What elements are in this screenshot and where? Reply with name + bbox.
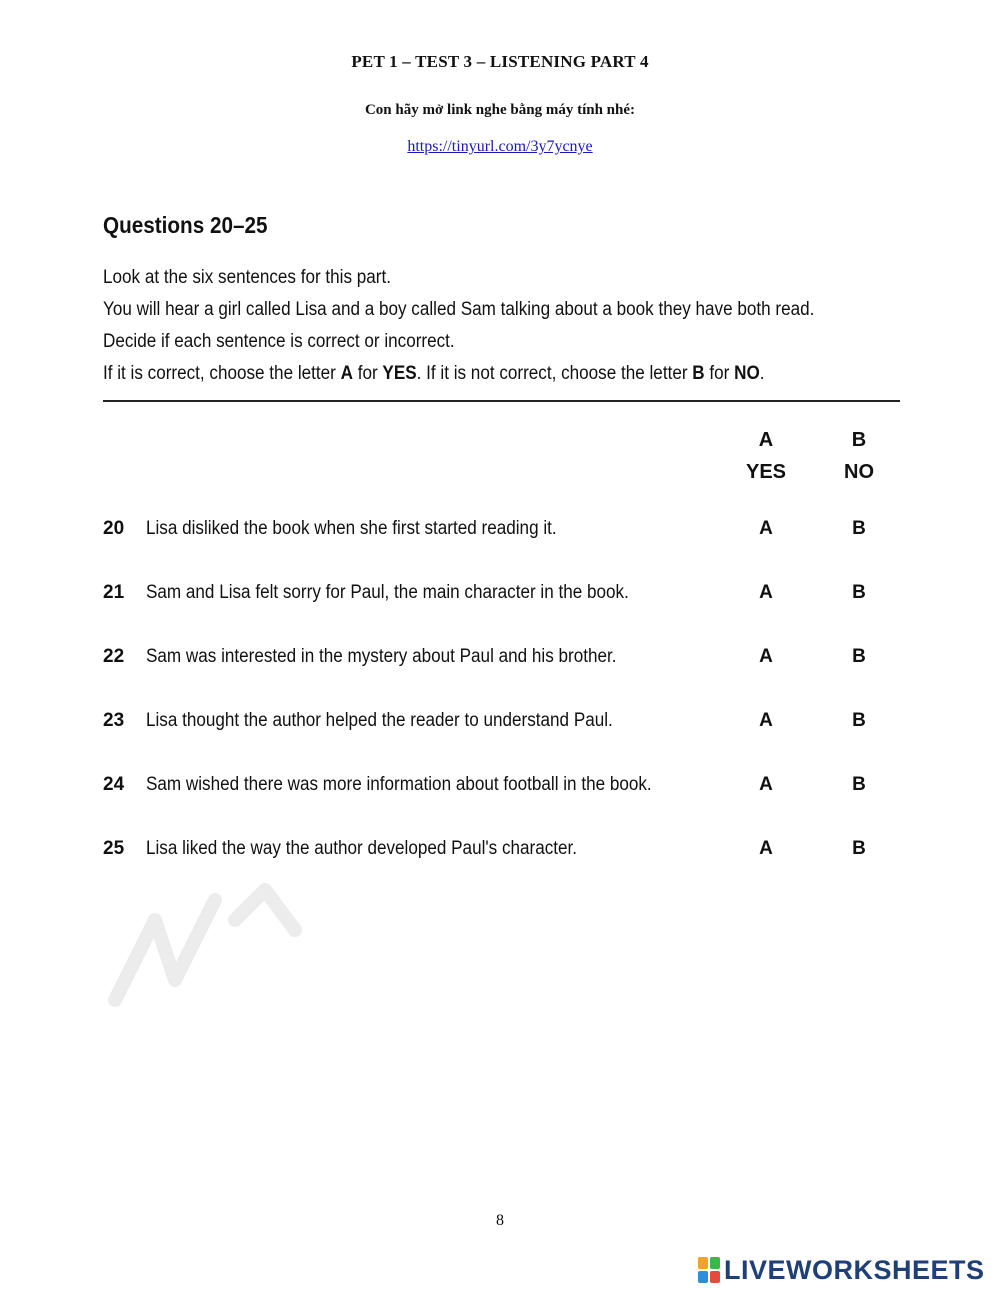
link-instruction: Con hãy mở link nghe bằng máy tính nhé: — [364, 102, 636, 118]
instr4-letter-b: B — [692, 363, 705, 384]
column-b-label: NO — [844, 461, 874, 483]
option-b[interactable]: B — [852, 582, 866, 603]
faint-watermark — [95, 860, 325, 1020]
option-b[interactable]: B — [852, 774, 866, 795]
question-row-24 — [103, 774, 903, 804]
instr4-part3: . If it is not correct, choose the letter — [416, 363, 693, 384]
instruction-line-4 — [103, 358, 814, 390]
instruction-line-3: Decide if each sentence is correct or incorrect. — [103, 331, 455, 352]
question-text: Sam and Lisa felt sorry for Paul, the main character in the book. — [146, 582, 629, 603]
instr4-yes: YES — [382, 363, 417, 384]
instruction-line-2: You will hear a girl called Lisa and a boy called Sam talking about a book they have both read. — [103, 299, 815, 320]
question-text: Lisa disliked the book when she first started reading it. — [146, 518, 557, 539]
question-text: Lisa liked the way the author developed Paul's character. — [146, 838, 578, 859]
question-text: Sam wished there was more information about football in the book. — [146, 774, 652, 795]
option-a[interactable]: A — [759, 710, 773, 731]
option-b[interactable]: B — [852, 838, 866, 859]
option-a[interactable]: A — [759, 646, 773, 667]
question-row-22 — [103, 646, 903, 676]
divider-line — [103, 400, 900, 402]
question-number: 20 — [103, 518, 125, 539]
question-text: Lisa thought the author helped the reader to understand Paul. — [146, 710, 613, 731]
instruction-line-1: Look at the six sentences for this part. — [103, 267, 392, 288]
question-number: 23 — [103, 710, 125, 731]
audio-link-wrapper — [0, 138, 1000, 156]
column-header-b — [829, 424, 889, 488]
instr4-part2: for — [352, 363, 383, 384]
question-number: 21 — [103, 582, 125, 603]
question-row-21 — [103, 582, 903, 612]
question-row-20 — [103, 518, 903, 548]
liveworksheets-logo-text: LIVEWORKSHEETS — [724, 1254, 985, 1285]
instr4-part5: . — [759, 363, 765, 384]
liveworksheets-logo[interactable] — [698, 1255, 985, 1285]
instr4-letter-a: A — [340, 363, 353, 384]
question-number: 25 — [103, 838, 125, 859]
option-b[interactable]: B — [852, 646, 866, 667]
column-b-letter: B — [851, 429, 867, 451]
question-text: Sam was interested in the mystery about Paul and his brother. — [146, 646, 617, 667]
option-a[interactable]: A — [759, 774, 773, 795]
question-row-23 — [103, 710, 903, 740]
questions-heading: Questions 20–25 — [103, 212, 268, 238]
question-number: 24 — [103, 774, 125, 795]
instr4-part1: If it is correct, choose the letter — [103, 363, 341, 384]
option-a[interactable]: A — [759, 582, 773, 603]
instructions — [103, 262, 814, 390]
instr4-part4: for — [704, 363, 735, 384]
column-a-letter: A — [758, 429, 774, 451]
column-a-label: YES — [745, 461, 787, 483]
audio-link[interactable]: https://tinyurl.com/3y7ycnye — [407, 138, 593, 155]
option-b[interactable]: B — [852, 710, 866, 731]
instr4-no: NO — [734, 363, 760, 384]
column-header-a — [736, 424, 796, 488]
option-a[interactable]: A — [759, 838, 773, 859]
page-number: 8 — [496, 1212, 504, 1229]
page-title: PET 1 – TEST 3 – LISTENING PART 4 — [351, 52, 649, 71]
liveworksheets-logo-icon — [698, 1257, 720, 1283]
option-b[interactable]: B — [852, 518, 866, 539]
option-a[interactable]: A — [759, 518, 773, 539]
question-number: 22 — [103, 646, 125, 667]
